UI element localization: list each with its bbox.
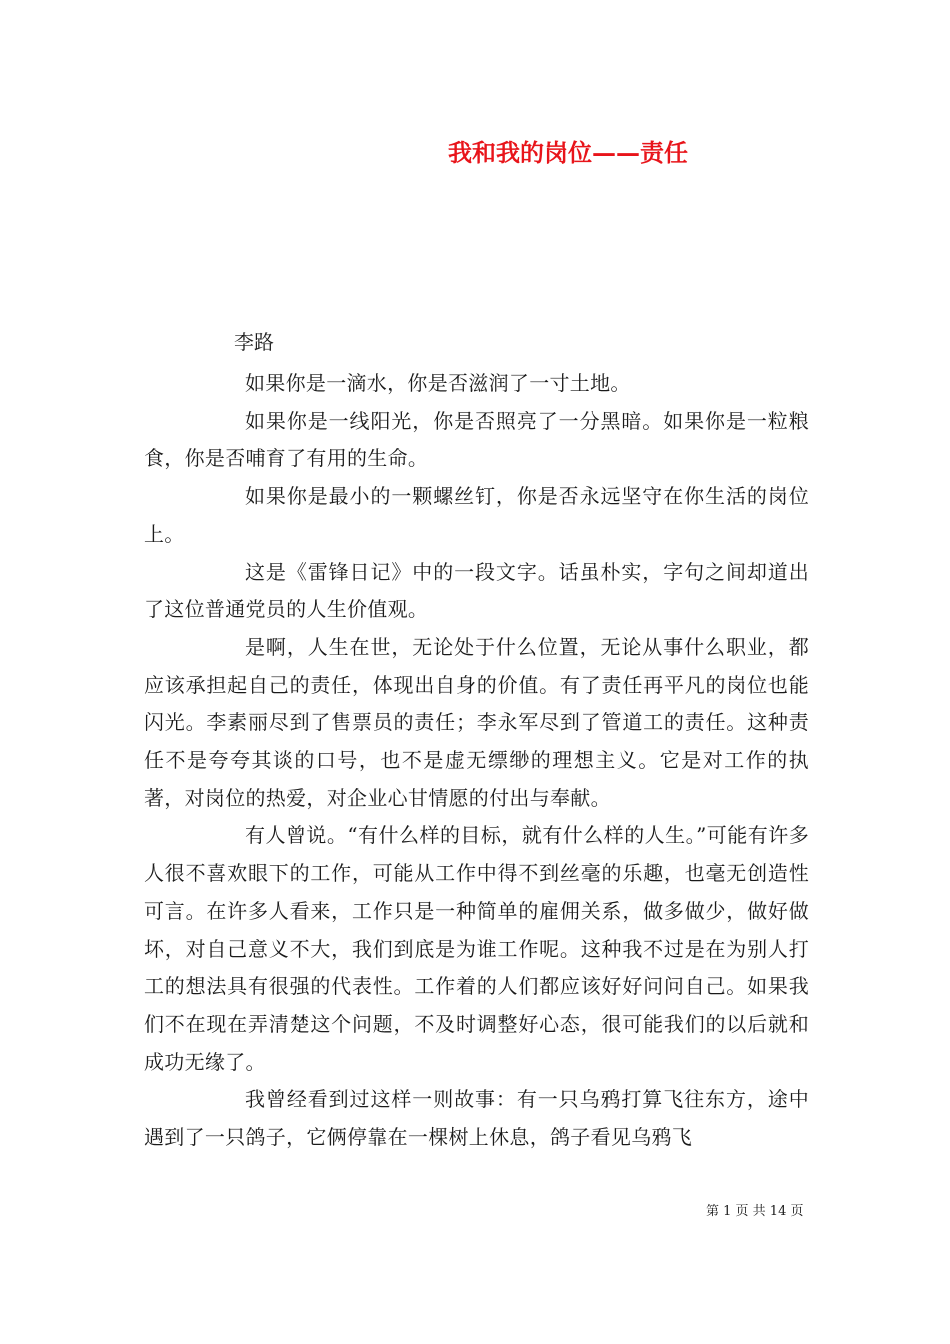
paragraph: 这是《雷锋日记》中的一段文字。话虽朴实，字句之间却道出了这位普通党员的人生价值观。 (144, 559, 809, 622)
document-body (144, 365, 809, 1157)
paragraph: 如果你是一滴水，你是否滋润了一寸土地。 (245, 371, 631, 395)
paragraph: 有人曾说。“有什么样的目标，就有什么样的人生。”可能有许多人很不喜欢眼下的工作，可能从工作中得不到丝毫的乐趣，也毫无创造性可言。在许多人看来，工作只是一种简单的雇佣关系，做多做少，做好做坏，对自己意义不大，我们到底是为谁工作呢。这种我不过是在为别人打工的想法具有很强的代表性。工作着的人们都应该好好问问自己。如果我们不在现在弄清楚这个问题，不及时调整好心态，很可能我们的以后就和成功无缘了。 (144, 823, 809, 1074)
paragraph: 如果你是一线阳光，你是否照亮了一分黑暗。如果你是一粒粮食，你是否哺育了有用的生命。 (144, 408, 809, 471)
document-title: 我和我的岗位——责任 (448, 138, 688, 167)
paragraph: 是啊，人生在世，无论处于什么位置，无论从事什么职业，都应该承担起自己的责任，体现出自身的价值。有了责任再平凡的岗位也能闪光。李素丽尽到了售票员的责任；李永军尽到了管道工的责任。这种责任不是夸夸其谈的口号，也不是虚无缥缈的理想主义。它是对工作的执著，对岗位的热爱，对企业心甘情愿的付出与奉献。 (144, 634, 809, 810)
page-number-footer: 第 1 页 共 14 页 (706, 1204, 804, 1219)
paragraph: 我曾经看到过这样一则故事：有一只乌鸦打算飞往东方，途中遇到了一只鸽子，它俩停靠在一棵树上休息，鸽子看见乌鸦飞 (144, 1087, 809, 1150)
author-name: 李路 (234, 330, 274, 354)
paragraph: 如果你是最小的一颗螺丝钉，你是否永远坚守在你生活的岗位上。 (144, 484, 809, 546)
